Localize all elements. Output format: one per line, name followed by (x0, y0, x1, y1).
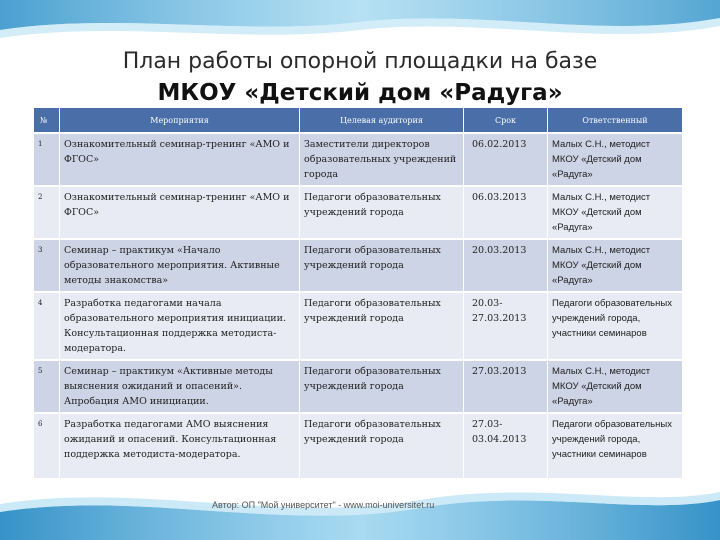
page-title (0, 48, 720, 108)
row-responsible: Малых С.Н., методист МКОУ «Детский дом «Радуга» (548, 361, 683, 414)
table-header-row (34, 108, 683, 134)
row-number: 1 (34, 134, 60, 187)
row-event: Семинар – практикум «Начало образовательного мероприятия. Активные методы знакомства» (60, 240, 300, 293)
row-audience: Педагоги образовательных учреждений города (300, 361, 464, 414)
row-event: Ознакомительный семинар-тренинг «АМО и ФГОС» (60, 187, 300, 240)
row-event: Ознакомительный семинар-тренинг «АМО и ФГОС» (60, 134, 300, 187)
row-audience: Педагоги образовательных учреждений города (300, 293, 464, 361)
table-row (34, 361, 683, 414)
plan-table (34, 108, 683, 480)
author-footer: Автор: ОП "Мой университет" - www.moi-universitet.ru (212, 500, 435, 510)
table-row (34, 414, 683, 480)
row-audience: Педагоги образовательных учреждений города (300, 414, 464, 480)
row-responsible: Педагоги образовательных учреждений города, участники семинаров (548, 414, 683, 480)
header-number: № (34, 108, 60, 134)
header-audience: Целевая аудитория (300, 108, 464, 134)
row-responsible: Малых С.Н., методист МКОУ «Детский дом «Радуга» (548, 187, 683, 240)
row-number: 3 (34, 240, 60, 293)
table-row (34, 240, 683, 293)
row-date: 27.03-03.04.2013 (464, 414, 548, 480)
row-number: 6 (34, 414, 60, 480)
row-number: 4 (34, 293, 60, 361)
header-event: Мероприятия (60, 108, 300, 134)
row-date: 20.03-27.03.2013 (464, 293, 548, 361)
row-number: 5 (34, 361, 60, 414)
table-row (34, 293, 683, 361)
row-audience: Заместители директоров образовательных учреждений города (300, 134, 464, 187)
row-date: 06.02.2013 (464, 134, 548, 187)
row-responsible: Малых С.Н., методист МКОУ «Детский дом «Радуга» (548, 134, 683, 187)
row-responsible: Педагоги образовательных учреждений города, участники семинаров (548, 293, 683, 361)
plan-table-container (34, 108, 683, 480)
row-event: Семинар – практикум «Активные методы выяснения ожиданий и опасений». Апробация АМО инициации. (60, 361, 300, 414)
row-date: 20.03.2013 (464, 240, 548, 293)
row-audience: Педагоги образовательных учреждений города (300, 240, 464, 293)
row-responsible: Малых С.Н., методист МКОУ «Детский дом «Радуга» (548, 240, 683, 293)
header-date: Срок (464, 108, 548, 134)
row-number: 2 (34, 187, 60, 240)
title-line-2: МКОУ «Детский дом «Радуга» (157, 80, 563, 106)
row-date: 27.03.2013 (464, 361, 548, 414)
table-row (34, 134, 683, 187)
row-event: Разработка педагогами АМО выяснения ожиданий и опасений. Консультационная поддержка методиста-модератора. (60, 414, 300, 480)
row-date: 06.03.2013 (464, 187, 548, 240)
row-event: Разработка педагогами начала образовательного мероприятия инициации. Консультационная поддержка методиста-модератора. (60, 293, 300, 361)
header-responsible: Ответственный (548, 108, 683, 134)
row-audience: Педагоги образовательных учреждений города (300, 187, 464, 240)
table-row (34, 187, 683, 240)
title-line-1: План работы опорной площадки на базе (122, 49, 598, 74)
